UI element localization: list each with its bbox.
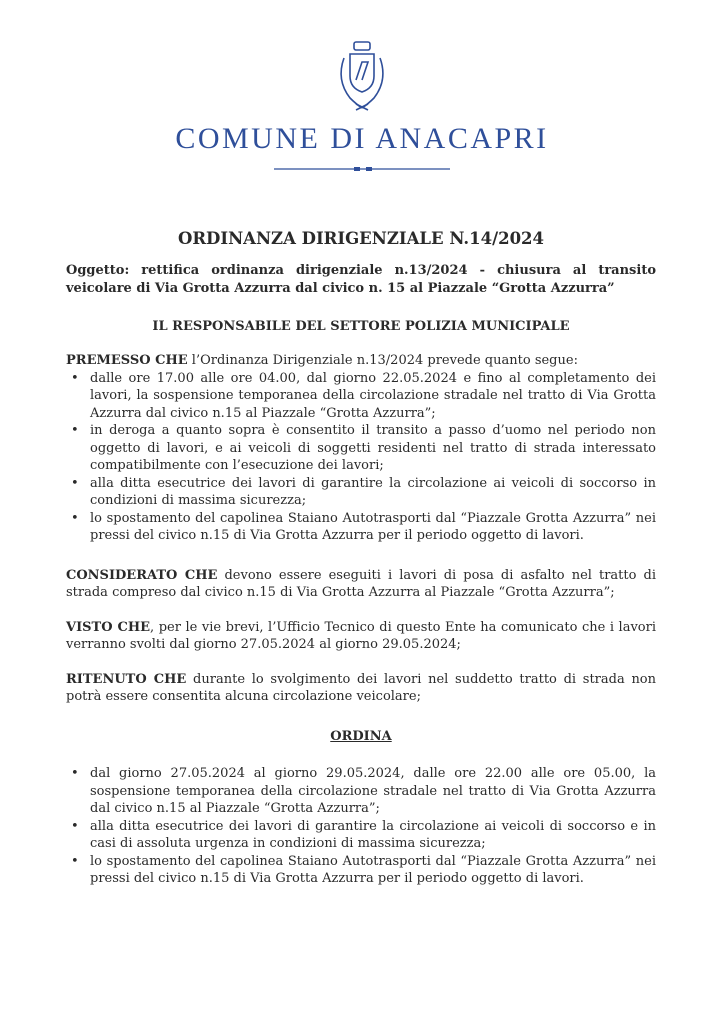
- considerato-section: [66, 567, 656, 602]
- ritenuto-lead: RITENUTO CHE: [66, 671, 187, 687]
- premesso-text: l’Ordinanza Dirigenziale n.13/2024 prevede quanto segue:: [187, 353, 578, 368]
- ritenuto-text: durante lo svolgimento dei lavori nel suddetto tratto di strada non potrà essere consentita alcuna circolazione veicolare;: [66, 671, 657, 704]
- list-item: • dal giorno 27.05.2024 al giorno 29.05.2024, dalle ore 22.00 alle ore 05.00, la sospensione temporanea della circolazione stradale nel tratto di Via Grotta Azzurra dal civico n.15 al Piazzale “Grotta Azzurra”;: [66, 765, 656, 818]
- ordina-heading: ORDINA: [330, 728, 392, 744]
- list-item: • dalle ore 17.00 alle ore 04.00, dal giorno 22.05.2024 e fino al completamento dei lavori, la sospensione temporanea della circolazione stradale nel tratto di Via Grotta Azzurra dal civico n.15 al Piazzale “Grotta Azzurra”;: [66, 370, 656, 423]
- issuer-heading: IL RESPONSABILE DEL SETTORE POLIZIA MUNICIPALE: [152, 319, 570, 334]
- list-item: • in deroga a quanto sopra è consentito il transito a passo d’uomo nel periodo non oggetto di lavori, e ai veicoli di soggetti residenti nel tratto di strada interessato compatibilmente con l’esecuzione dei lavori;: [66, 422, 656, 475]
- ordina-list: [66, 765, 656, 888]
- list-item: • alla ditta esecutrice dei lavori di garantire la circolazione ai veicoli di soccorso in condizioni di massima sicurezza;: [66, 475, 656, 510]
- decorative-rule: [274, 164, 450, 174]
- document-title: ORDINANZA DIRIGENZIALE N.14/2024: [177, 229, 545, 248]
- list-item: • alla ditta esecutrice dei lavori di garantire la circolazione ai veicoli di soccorso e in casi di assoluta urgenza in condizioni di massima sicurezza;: [66, 818, 656, 853]
- list-item: • lo spostamento del capolinea Staiano Autotrasporti dal “Piazzale Grotta Azzurra” nei pressi del civico n.15 di Via Grotta Azzurra per il periodo oggetto di lavori.: [66, 510, 656, 545]
- considerato-lead: CONSIDERATO CHE: [66, 567, 218, 583]
- premesso-list: [66, 370, 656, 545]
- premesso-lead: PREMESSO CHE: [66, 353, 188, 368]
- visto-text: , per le vie brevi, l’Ufficio Tecnico di questo Ente ha comunicato che i lavori verranno svolti dal giorno 27.05.2024 al giorno 29.05.2024;: [66, 619, 656, 652]
- premesso-section: [66, 352, 656, 545]
- considerato-text: devono essere eseguiti i lavori di posa di asfalto nel tratto di strada compreso dal civico n.15 di Via Grotta Azzurra al Piazzale “Grotta Azzurra”;: [66, 567, 656, 600]
- letterhead: [0, 40, 724, 178]
- subject: Oggetto: rettifica ordinanza dirigenziale n.13/2024 - chiusura al transito veicolare di Via Grotta Azzurra dal civico n. 15 al Piazzale “Grotta Azzurra”: [66, 263, 656, 296]
- coat-of-arms-logo: [330, 40, 394, 116]
- visto-section: [66, 619, 656, 654]
- organization-name: COMUNE DI ANACAPRI: [175, 122, 549, 155]
- ritenuto-section: [66, 671, 656, 706]
- document-body: [66, 352, 656, 905]
- visto-lead: VISTO CHE: [66, 619, 151, 635]
- list-item: • lo spostamento del capolinea Staiano Autotrasporti dal “Piazzale Grotta Azzurra” nei pressi del civico n.15 di Via Grotta Azzurra per il periodo oggetto di lavori.: [66, 853, 656, 888]
